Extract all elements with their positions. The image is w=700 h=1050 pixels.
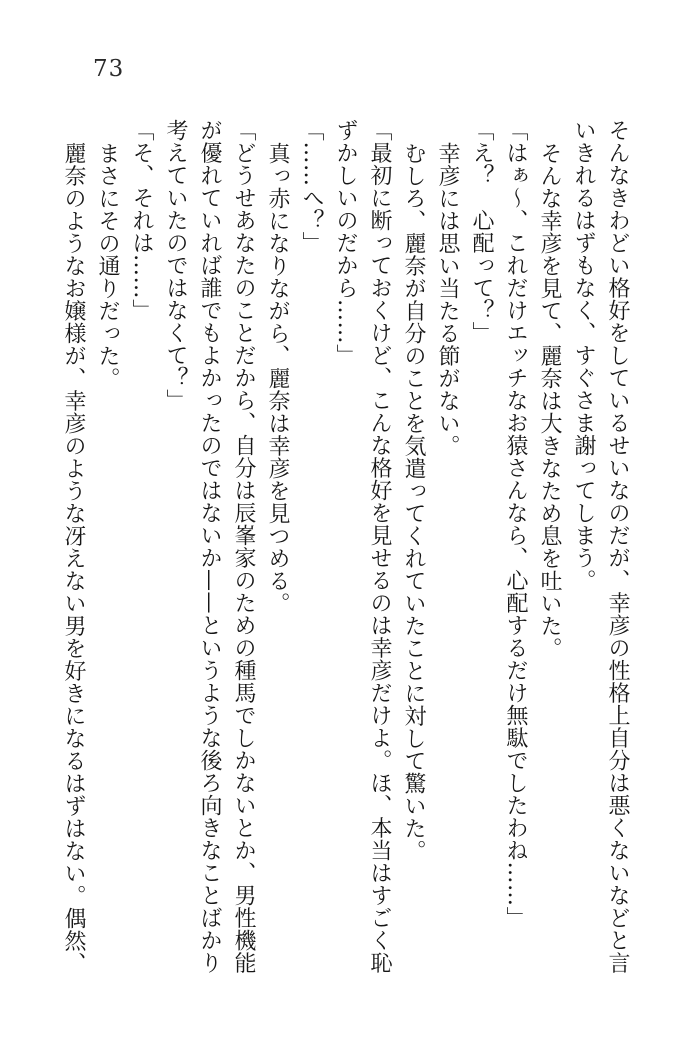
text-line: 考えていたのではなくて？」 xyxy=(163,119,188,412)
text-line: 「はぁ〜、これだけエッチなお猿さんなら、心配するだけ無駄でしたわね……」 xyxy=(503,119,528,929)
text-line: 真っ赤になりながら、麗奈は幸彦を見つめる。 xyxy=(265,142,290,615)
text-line: 「え？ 心配って？」 xyxy=(469,119,494,344)
page-number: 73 xyxy=(93,56,125,82)
text-line: いきれるはずもなく、すぐさま謝ってしまう。 xyxy=(571,119,596,592)
text-line: そんな幸彦を見て、麗奈は大きなため息を吐いた。 xyxy=(537,142,562,660)
text-line: 麗奈のようなお嬢様が、幸彦のような冴えない男を好きになるはずはない。偶然、 xyxy=(61,142,86,975)
text-line: むしろ、麗奈が自分のことを気遣ってくれていたことに対して驚いた。 xyxy=(401,142,426,862)
text-line: 「……へ？」 xyxy=(299,119,324,254)
text-line: 「最初に断っておくけど、こんな格好を見せるのは幸彦だけよ。ほ、本当はすごく恥 xyxy=(367,119,392,974)
text-line: 幸彦には思い当たる節がない。 xyxy=(435,142,460,457)
text-line: が優れていれば誰でもよかったのではないか——というような後ろ向きなことばかり xyxy=(197,119,222,974)
text-line: 「そ、それは……」 xyxy=(129,119,154,322)
text-line: そんなきわどい格好をしているせいなのだが、幸彦の性格上自分は悪くないなどと言 xyxy=(605,119,630,974)
vertical-text-block xyxy=(56,119,634,999)
text-line: まさにその通りだった。 xyxy=(95,142,120,390)
text-line: ずかしいのだから……」 xyxy=(333,119,358,367)
text-line: 「どうせあなたのことだから、自分は辰峯家のための種馬でしかないとか、男性機能 xyxy=(231,119,256,974)
